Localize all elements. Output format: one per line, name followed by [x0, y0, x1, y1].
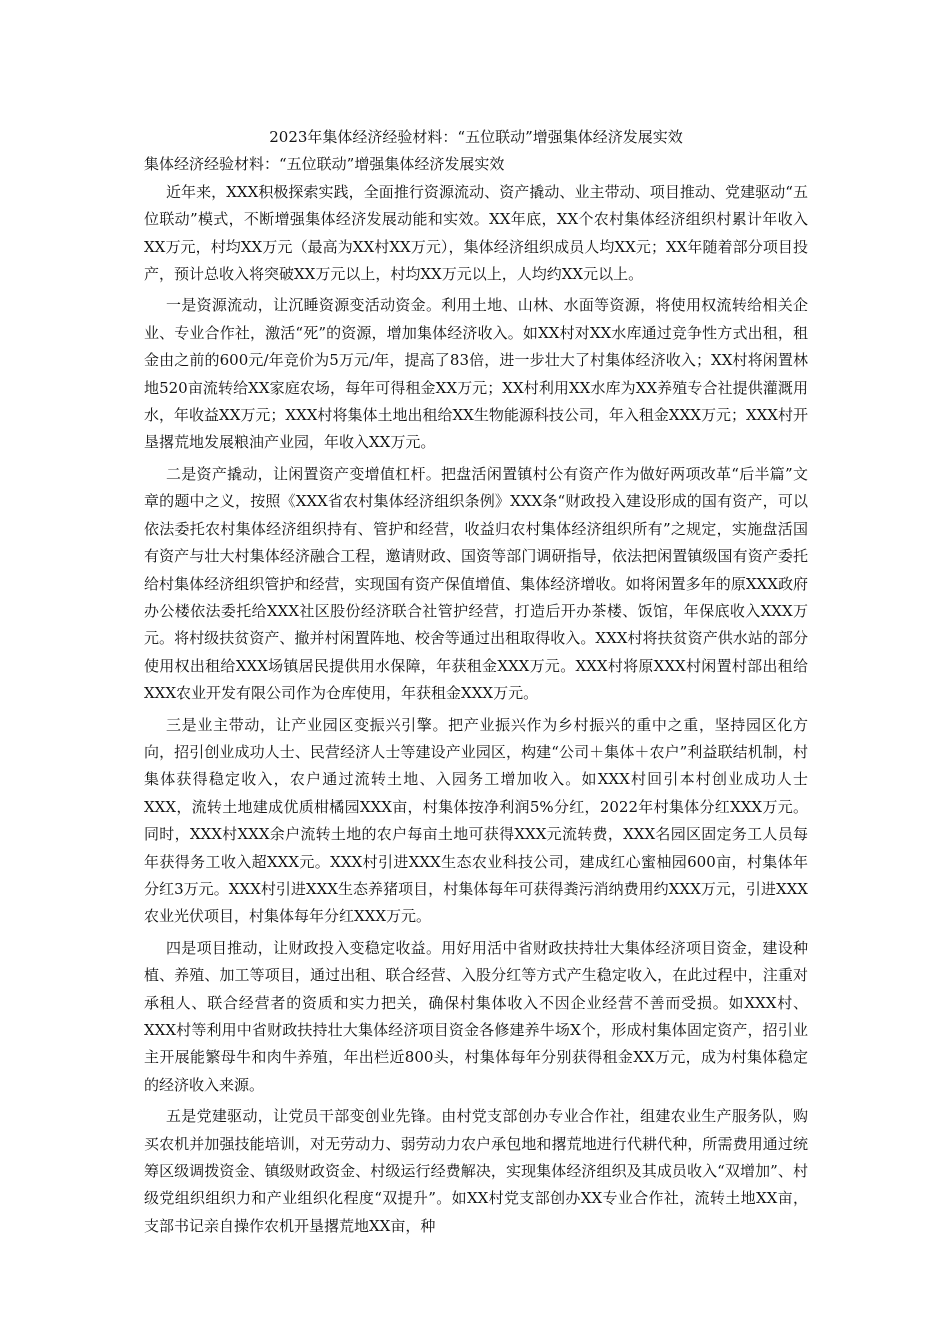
- paragraph-intro: 近年来，XXX积极探索实践，全面推行资源流动、资产撬动、业主带动、项目推动、党建驱动“五位联动”模式，不断增强集体经济发展动能和实效。XX年底，XX个农村集体经济组织村累计年收入XX万元，村均XX万元（最高为XX村XX万元），集体经济组织成员人均XX元；XX年随着部分项目投产，预计总收入将突破XX万元以上，村均XX万元以上，人均约XX元以上。: [144, 182, 808, 284]
- paragraph-project-driven: 四是项目推动，让财政投入变稳定收益。用好用活中省财政扶持壮大集体经济项目资金，建设种植、养殖、加工等项目，通过出租、联合经营、入股分红等方式产生稳定收入，在此过程中，注重对承租人、联合经营者的资质和实力把关，确保村集体收入不因企业经营不善而受损。如XXX村、XXX村等利用中省财政扶持壮大集体经济项目资金各修建养牛场X个，形成村集体固定资产，招引业主开展能繁母牛和肉牛养殖，年出栏近800头，村集体每年分别获得租金XX万元，成为村集体稳定的经济收入来源。: [144, 938, 808, 1094]
- document-title: 2023年集体经济经验材料：“五位联动”增强集体经济发展实效: [269, 128, 683, 146]
- document-subtitle: 集体经济经验材料：“五位联动”增强集体经济发展实效: [144, 155, 505, 174]
- document-body: [144, 124, 808, 1240]
- paragraph-owner-driven: 三是业主带动，让产业园区变振兴引擎。把产业振兴作为乡村振兴的重中之重，坚持园区化方向，招引创业成功人士、民营经济人士等建设产业园区，构建“公司＋集体＋农户”利益联结机制，村集体获得稳定收入，农户通过流转土地、入园务工增加收入。如XXX村回引本村创业成功人士XXX，流转土地建成优质柑橘园XXX亩，村集体按净利润5%分红，2022年村集体分红XXX万元。同时，XXX村XXX余户流转土地的农户每亩土地可获得XXX元流转费，XXX名园区固定务工人员每年获得务工收入超XXX元。XXX村引进XXX生态农业科技公司，建成红心蜜柚园600亩，村集体年分红3万元。XXX村引进XXX生态养猪项目，村集体每年可获得粪污消纳费用约XXX万元，引进XXX农业光伏项目，村集体每年分红XXX万元。: [144, 715, 808, 926]
- paragraph-asset-leverage: 二是资产撬动，让闲置资产变增值杠杆。把盘活闲置镇村公有资产作为做好两项改革“后半篇”文章的题中之义，按照《XXX省农村集体经济组织条例》XXX条“财政投入建设形成的国有资产，可以依法委托农村集体经济组织持有、管护和经营，收益归农村集体经济组织所有”之规定，实施盘活国有资产与壮大村集体经济融合工程，邀请财政、国资等部门调研指导，依法把闲置镇级国有资产委托给村集体经济组织管护和经营，实现国有资产保值增值、集体经济增收。如将闲置多年的原XXX政府办公楼依法委托给XXX社区股份经济联合社管护经营，打造后开办茶楼、饭馆，年保底收入XXX万元。将村级扶贫资产、撤并村闲置阵地、校舍等通过出租取得收入。XXX村将扶贫资产供水站的部分使用权出租给XXX场镇居民提供用水保障，年获租金XXX万元。XXX村将原XXX村闲置村部出租给XXX农业开发有限公司作为仓库使用，年获租金XXX万元。: [144, 464, 808, 703]
- paragraph-resource-flow: 一是资源流动，让沉睡资源变活动资金。利用土地、山林、水面等资源，将使用权流转给相关企业、专业合作社，激活“死”的资源，增加集体经济收入。如XX村对XX水库通过竞争性方式出租，租金由之前的600元/年竞价为5万元/年，提高了83倍，进一步壮大了村集体经济收入；XX村将闲置林地520亩流转给XX家庭农场，每年可得租金XX万元；XX村利用XX水库为XX养殖专合社提供灌溉用水，年收益XX万元；XXX村将集体土地出租给XX生物能源科技公司，年入租金XXX万元；XXX村开垦撂荒地发展粮油产业园，年收入XX万元。: [144, 296, 808, 452]
- paragraph-party-building: 五是党建驱动，让党员干部变创业先锋。由村党支部创办专业合作社，组建农业生产服务队，购买农机并加强技能培训，对无劳动力、弱劳动力农户承包地和撂荒地进行代耕代种，所需费用通过统筹区级调拨资金、镇级财政资金、村级运行经费解决，实现集体经济组织及其成员收入“双增加”、村级党组织组织力和产业组织化程度“双提升”。如XX村党支部创办XX专业合作社，流转土地XX亩，支部书记亲自操作农机开垦撂荒地XX亩，种: [144, 1107, 808, 1235]
